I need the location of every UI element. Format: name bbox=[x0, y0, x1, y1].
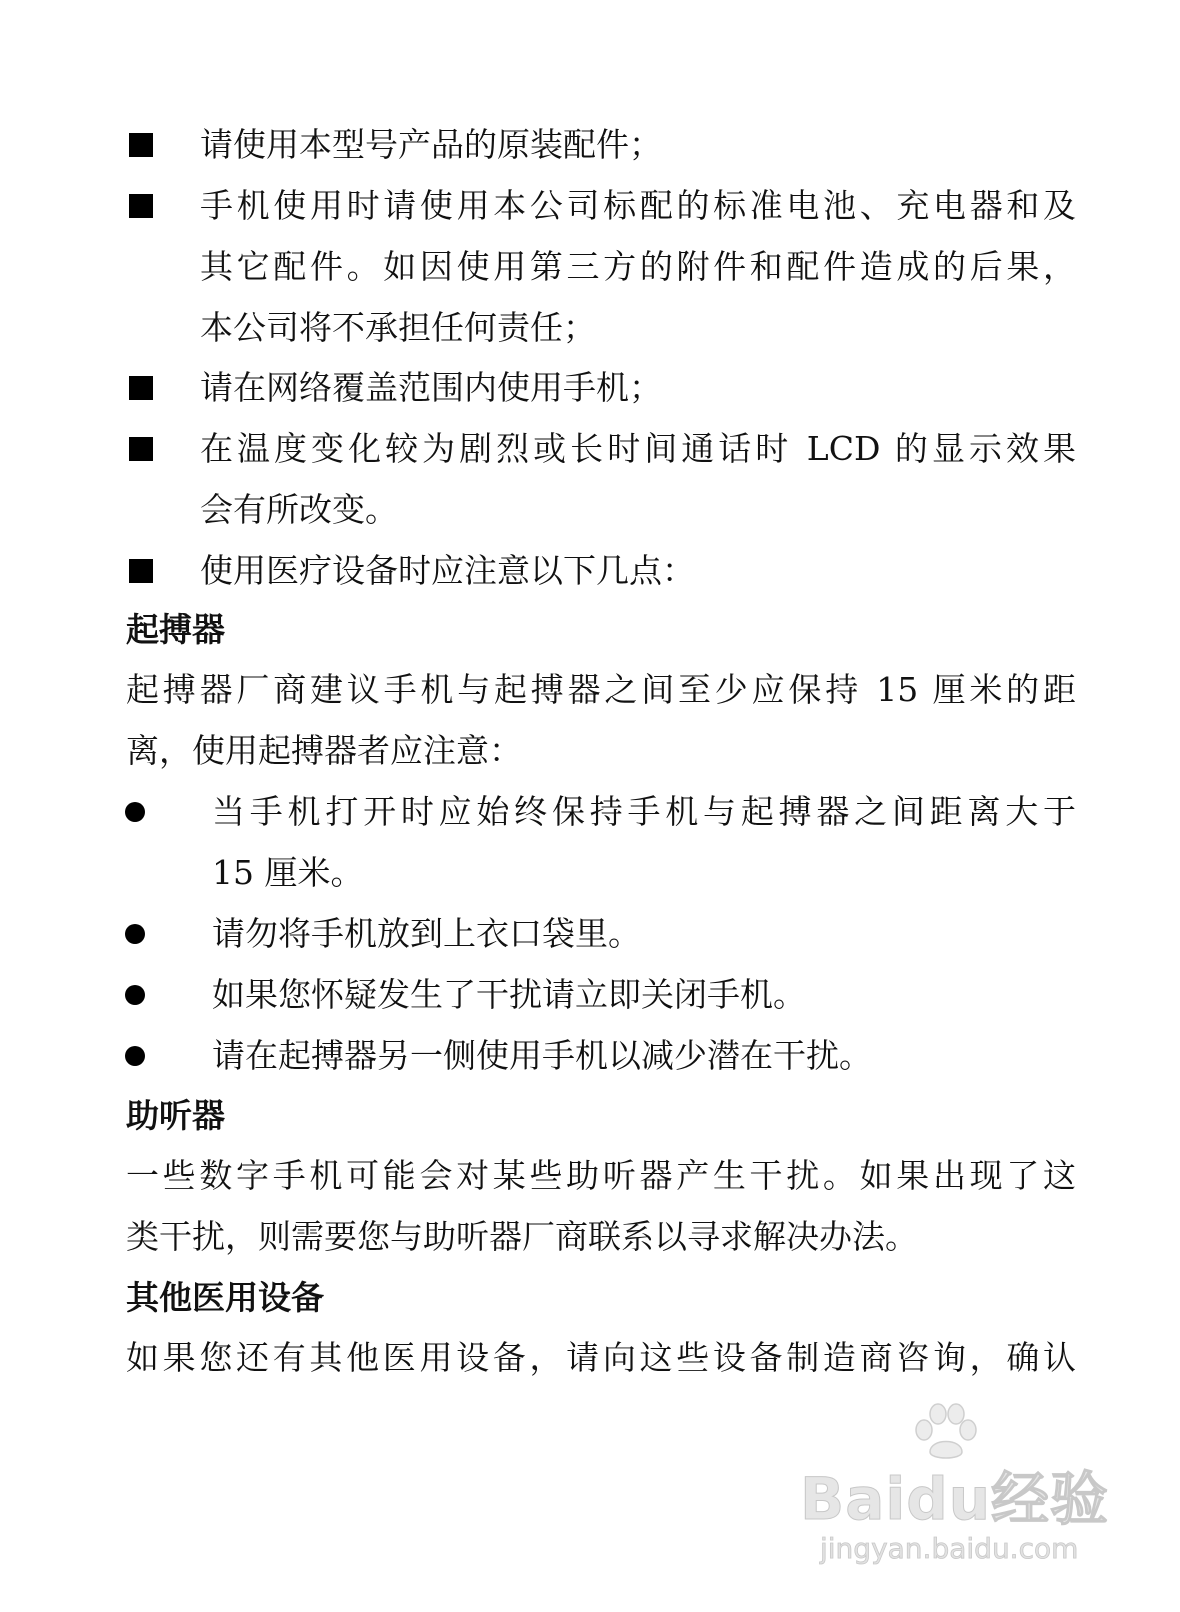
bullet-2-line-3: 本公司将不承担任何责任； bbox=[200, 308, 596, 347]
hearing-aid-paragraph-line-1: 一些数字手机可能会对某些助听器产生干扰。如果出现了这 bbox=[126, 1156, 1076, 1195]
square-bullet-marker bbox=[129, 194, 153, 218]
bullet-4-line-2: 会有所改变。 bbox=[200, 490, 398, 529]
square-bullet-marker bbox=[129, 376, 153, 400]
other-medical-heading: 其他医用设备 bbox=[126, 1278, 324, 1317]
baidu-watermark bbox=[800, 1400, 1110, 1580]
pacemaker-dot-2: 请勿将手机放到上衣口袋里。 bbox=[212, 914, 641, 953]
pacemaker-dot-4: 请在起搏器另一侧使用手机以减少潜在干扰。 bbox=[212, 1036, 872, 1075]
bullet-1-line-1: 请使用本型号产品的原装配件； bbox=[200, 125, 662, 164]
bullet-4-line-1: 在温度变化较为剧烈或长时间通话时 LCD 的显示效果 bbox=[200, 429, 1076, 468]
pacemaker-paragraph-line-2: 离，使用起搏器者应注意： bbox=[126, 731, 522, 770]
pacemaker-heading: 起搏器 bbox=[126, 610, 225, 649]
dot-bullet-marker bbox=[125, 924, 145, 944]
bullet-2-line-2: 其它配件。如因使用第三方的附件和配件造成的后果， bbox=[200, 247, 1076, 286]
paw-icon bbox=[910, 1400, 980, 1460]
dot-bullet-marker bbox=[125, 1046, 145, 1066]
hearing-aid-paragraph-line-2: 类干扰，则需要您与助听器厂商联系以寻求解决办法。 bbox=[126, 1217, 918, 1256]
pacemaker-dot-1-line-2: 15 厘米。 bbox=[212, 853, 364, 892]
square-bullet-marker bbox=[129, 437, 153, 461]
watermark-logo-text: Baidu经验 bbox=[800, 1465, 1110, 1533]
pacemaker-dot-1-line-1: 当手机打开时应始终保持手机与起搏器之间距离大于 bbox=[212, 792, 1076, 831]
hearing-aid-heading: 助听器 bbox=[126, 1096, 225, 1135]
pacemaker-dot-3: 如果您怀疑发生了干扰请立即关闭手机。 bbox=[212, 975, 806, 1014]
bullet-5-line-1: 使用医疗设备时应注意以下几点： bbox=[200, 551, 695, 590]
dot-bullet-marker bbox=[125, 802, 145, 822]
square-bullet-marker bbox=[129, 559, 153, 583]
other-medical-paragraph-line-1: 如果您还有其他医用设备，请向这些设备制造商咨询，确认 bbox=[126, 1338, 1076, 1377]
bullet-2-line-1: 手机使用时请使用本公司标配的标准电池、充电器和及 bbox=[200, 186, 1076, 225]
bullet-3-line-1: 请在网络覆盖范围内使用手机； bbox=[200, 368, 662, 407]
dot-bullet-marker bbox=[125, 985, 145, 1005]
pacemaker-paragraph-line-1: 起搏器厂商建议手机与起搏器之间至少应保持 15 厘米的距 bbox=[126, 670, 1076, 709]
square-bullet-marker bbox=[129, 133, 153, 157]
watermark-url: jingyan.baidu.com bbox=[820, 1532, 1079, 1565]
